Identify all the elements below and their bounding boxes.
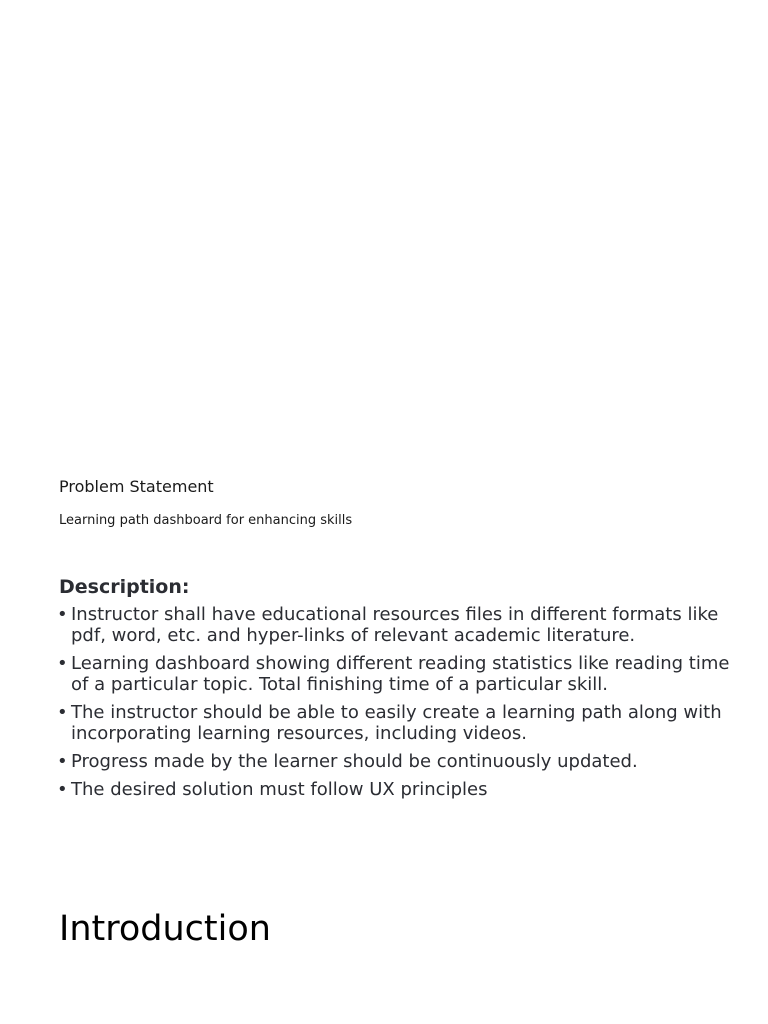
list-item-text: Instructor shall have educational resources files in different formats like pdf, word, etc. and hyper-links of relevant academic literature. — [71, 604, 719, 646]
list-item — [56, 702, 736, 744]
list-item-text: Progress made by the learner should be continuously updated. — [71, 751, 638, 772]
bullet-icon: • — [57, 779, 68, 800]
introduction-heading: Introduction — [59, 909, 271, 949]
description-heading: Description: — [59, 576, 190, 598]
list-item — [56, 779, 736, 800]
document-subtitle: Learning path dashboard for enhancing skills — [59, 513, 353, 528]
list-item — [56, 653, 736, 695]
bullet-icon: • — [57, 604, 68, 625]
bullet-icon: • — [57, 702, 68, 723]
list-item — [56, 604, 736, 646]
bullet-icon: • — [57, 653, 68, 674]
list-item-text: Learning dashboard showing different reading statistics like reading time of a particular topic. Total finishing time of a particular skill. — [71, 653, 730, 695]
problem-statement-label: Problem Statement — [59, 477, 214, 496]
bullet-icon: • — [57, 751, 68, 772]
description-list — [56, 604, 736, 807]
list-item — [56, 751, 736, 772]
list-item-text: The desired solution must follow UX principles — [71, 779, 488, 800]
list-item-text: The instructor should be able to easily create a learning path along with incorporating learning resources, including videos. — [71, 702, 722, 744]
